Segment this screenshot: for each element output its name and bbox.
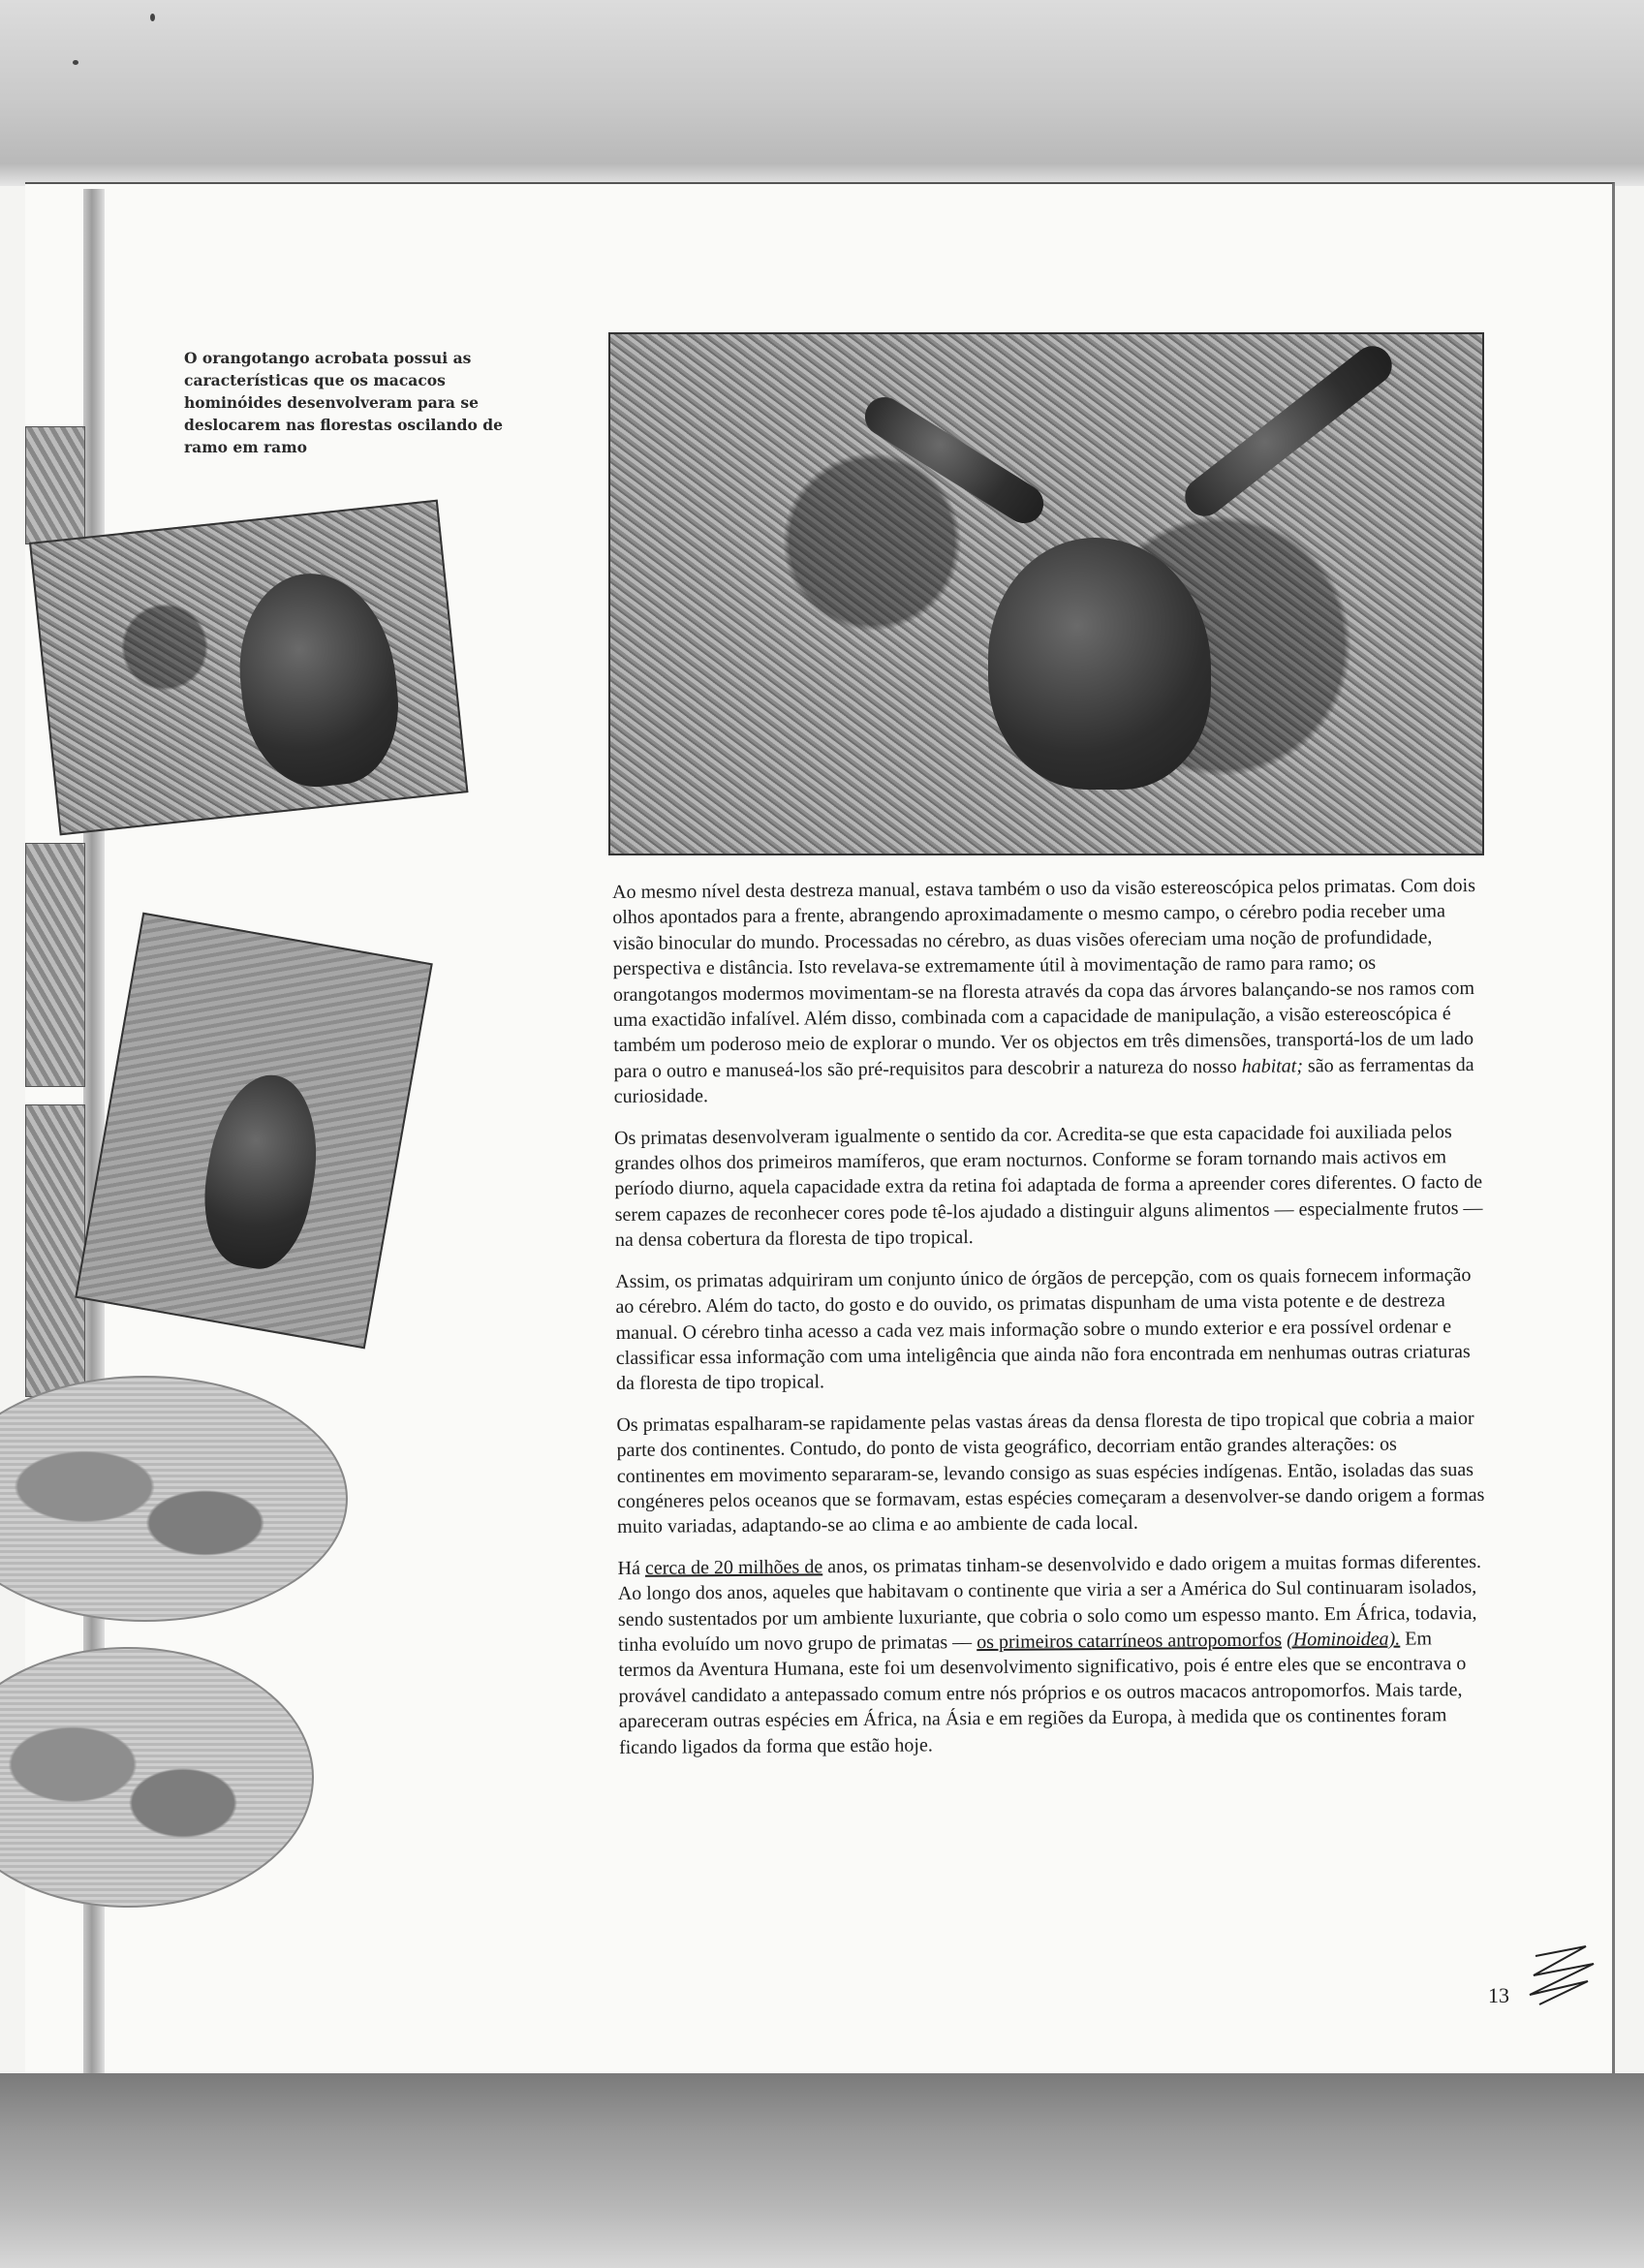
orangutan-arm: [857, 389, 1050, 530]
orangutan-arm: [1177, 338, 1400, 524]
chimpanzee-figure: [230, 566, 406, 794]
scan-top-shadow: [0, 0, 1644, 186]
paragraph: Os primatas espalharam-se rapidamente pelas vastas áreas da densa floresta de tipo tropical que cobria a maior parte dos continentes. Contudo, do ponto de vista geográfico, decorriam então grandes alterações: os continentes em movimento separaram-se, levando consigo as suas espécies indígenas. Então, isoladas das suas congéneres pelos oceanos que se formavam, estas espécies começaram a desenvolver-se dando origem a formas muito variadas, adaptando-se ao clima e ao ambiente de cada local.: [616, 1407, 1485, 1538]
orangutan-figure: [988, 538, 1211, 790]
paragraph-text: anos, os primatas tinham-se desenvolvido e dado origem a muitas formas diferentes. Ao longo dos anos, aqueles que habitavam o continente que viria a ser a América do Sul continuaram isolados, sendo sustentados por um ambiente luxuriante, que cobria o solo como um espesso manto. Em África, todavia, tinha evoluído um novo grupo de primatas —: [617, 1550, 1482, 1656]
dust-speck: [73, 60, 78, 65]
underlined-text: os primeiros catarríneos antropomorfos: [977, 1629, 1283, 1654]
italic-term: habitat;: [1241, 1055, 1304, 1077]
image-strip-fragment: [25, 426, 85, 544]
underlined-text: cerca de 20 milhões de: [644, 1556, 823, 1579]
paragraph: [617, 1549, 1489, 1760]
ape-figure: [192, 1067, 330, 1276]
image-strip-fragment: [25, 843, 85, 1087]
dust-speck: [150, 14, 155, 21]
paragraph-text: Em termos da Aventura Humana, este foi um desenvolvimento significativo, pois é entre eles que se encontrava o provável candidato a antepassado comum entre nós próprios e os outros macacos antropomorfos. Mais tarde, apareceram outras espécies em África, na Ásia e em regiões da Europa, à medida que os continentes foram ficando ligados da forma que estão hoje.: [618, 1628, 1467, 1758]
italic-term: (Hominoidea).: [1286, 1628, 1401, 1651]
paragraph: Os primatas desenvolveram igualmente o sentido da cor. Acredita-se que esta capacidade foi auxiliada pelos grandes olhos dos primeiros mamíferos, que eram nocturnos. Conforme se foram tornando mais activos em período diurno, aquela capacidade extra da retina foi adaptada de forma a apreender cores diferentes. O facto de serem capazes de reconhecer cores pode tê-los ajudado a distinguir alguns alimentos — especialmente frutos — na densa cobertura da floresta de tipo tropical.: [614, 1120, 1483, 1252]
page-number: 13: [1488, 1983, 1509, 2007]
photo-caption: O orangotango acrobata possui as características que os macacos hominóides desenvolveram para se deslocarem nas florestas oscilando de ramo em ramo: [184, 349, 503, 456]
chimpanzee-photo: [29, 500, 468, 836]
handwritten-signature: [1516, 1942, 1603, 2008]
paragraph: Assim, os primatas adquiriram um conjunto único de órgãos de percepção, com os quais fornecem informação ao cérebro. Além do tacto, do gosto e do ouvido, os primatas dispunham de uma vista potente e de destreza manual. O cérebro tinha acesso a cada vez mais informação sobre o mundo exterior e era possível ordenar e classificar essa informação com uma inteligência que ainda não fora encontrada em nenhumas outras criaturas da floresta de tipo tropical.: [615, 1263, 1472, 1395]
article-body: [612, 873, 1489, 1776]
paragraph-text: Há: [617, 1557, 640, 1579]
orangutan-photo: [608, 332, 1484, 855]
scan-bottom-shadow: [0, 2073, 1644, 2268]
paragraph-text: são as ferramentas da curiosidade.: [613, 1053, 1474, 1108]
paragraph: [612, 873, 1484, 1110]
image-strip-fragment: [25, 1104, 85, 1397]
paragraph-text: Ao mesmo nível desta destreza manual, estava também o uso da visão estereoscópica pelos primatas. Com dois olhos apontados para a frente, abrangendo aproximadamente o mesmo campo, o cérebro podia receber uma visão binocular do mundo. Processadas no cérebro, as duas visões ofereciam uma noção de profundidade, perspectiva e distância. Isto revelava-se extremamente útil à movimentação de ramo para ramo; os orangotangos modermos movimentam-se na floresta através da copa das árvores balançando-se nos ramos com uma exactidão infalível. Além disso, combinada com a capacidade de manipulação, a visão estereoscópica é também um poderoso meio de explorar o mundo. Ver os objectos em três dimensões, transportá-los de um lado para o outro e manuseá-los são pré-requisitos para descobrir a natureza do nosso: [612, 875, 1476, 1082]
